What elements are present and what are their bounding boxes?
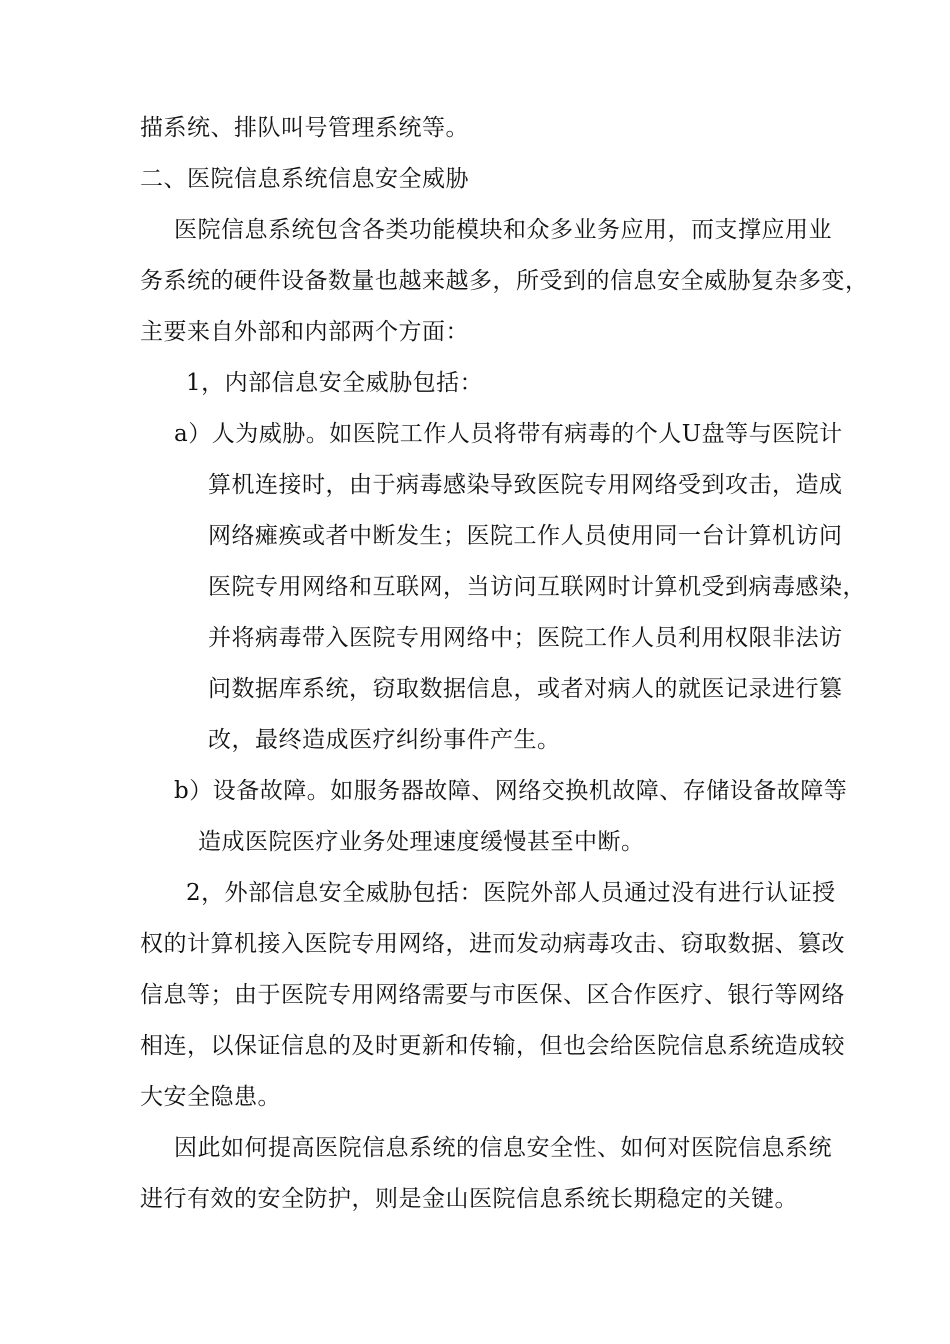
list-item-a-line-5: 并将病毒带入医院专用网络中；医院工作人员利用权限非法访: [208, 625, 843, 651]
text-line-5: 主要来自外部和内部两个方面：: [140, 319, 469, 345]
list-item-a-line-3: 网络瘫痪或者中断发生；医院工作人员使用同一台计算机访问: [208, 523, 843, 549]
text-line-1: 描系统、排队叫号管理系统等。: [140, 115, 469, 141]
section-heading: 二、医院信息系统信息安全威胁: [140, 166, 469, 192]
list-item-a-line-6: 问数据库系统，窃取数据信息，或者对病人的就医记录进行篡: [208, 676, 843, 702]
text-line-3: 医院信息系统包含各类功能模块和众多业务应用，而支撑应用业: [174, 217, 832, 243]
list-item-a-line-2: 算机连接时，由于病毒感染导致医院专用网络受到攻击，造成: [208, 472, 843, 498]
list-item-a-line-1: a）人为威胁。如医院工作人员将带有病毒的个人U盘等与医院计: [174, 421, 843, 447]
text-line-18: 信息等；由于医院专用网络需要与市医保、区合作医疗、银行等网络: [140, 982, 845, 1008]
list-item-a-line-7: 改，最终造成医疗纠纷事件产生。: [208, 727, 561, 753]
list-item-a-line-4: 医院专用网络和互联网，当访问互联网时计算机受到病毒感染，: [208, 574, 866, 600]
text-line-4: 务系统的硬件设备数量也越来越多，所受到的信息安全威胁复杂多变，: [140, 268, 869, 294]
list-item-b-line-1: b）设备故障。如服务器故障、网络交换机故障、存储设备故障等: [174, 778, 848, 804]
text-line-22: 进行有效的安全防护，则是金山医院信息系统长期稳定的关键。: [140, 1186, 798, 1212]
text-line-19: 相连，以保证信息的及时更新和传输，但也会给医院信息系统造成较: [140, 1033, 845, 1059]
text-line-20: 大安全隐患。: [140, 1084, 281, 1110]
subheading-external-threats: 2，外部信息安全威胁包括：医院外部人员通过没有进行认证授: [186, 880, 836, 906]
subheading-internal-threats: 1，内部信息安全威胁包括：: [186, 370, 484, 396]
text-line-17: 权的计算机接入医院专用网络，进而发动病毒攻击、窃取数据、篡改: [140, 931, 845, 957]
list-item-b-line-2: 造成医院医疗业务处理速度缓慢甚至中断。: [198, 829, 645, 855]
text-line-21: 因此如何提高医院信息系统的信息安全性、如何对医院信息系统: [174, 1135, 832, 1161]
